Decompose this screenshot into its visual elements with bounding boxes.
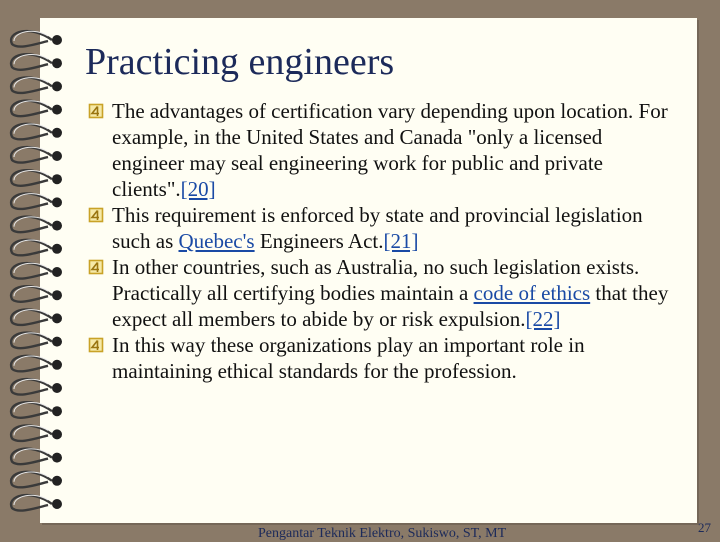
binding-ring xyxy=(11,286,62,302)
bullet-item xyxy=(88,332,673,384)
bullet-item xyxy=(88,202,673,254)
checkbox-bullet-icon xyxy=(88,259,104,275)
bullet-text xyxy=(112,203,643,253)
binding-ring xyxy=(11,309,62,325)
bullet-text-segment: Engineers Act. xyxy=(254,229,384,253)
binding-ring xyxy=(11,472,62,488)
bullet-item xyxy=(88,254,673,332)
binding-ring xyxy=(11,101,62,117)
binding-ring xyxy=(11,425,62,441)
checkbox-bullet-icon xyxy=(88,207,104,223)
binding-ring xyxy=(11,402,62,418)
checkbox-bullet-icon xyxy=(88,337,104,353)
bullet-text xyxy=(112,99,668,201)
binding-ring xyxy=(11,333,62,349)
binding-ring xyxy=(11,379,62,395)
binding-ring xyxy=(11,240,62,256)
binding-ring xyxy=(11,170,62,186)
binding-ring xyxy=(11,54,62,70)
binding-ring xyxy=(11,77,62,93)
bullet-text xyxy=(112,255,668,331)
binding-ring xyxy=(11,495,62,511)
reference-link[interactable]: Quebec's xyxy=(178,229,255,253)
binding-ring xyxy=(11,31,62,47)
reference-link[interactable]: [22] xyxy=(525,307,561,331)
slide-title: Practicing engineers xyxy=(85,41,395,83)
bullet-text-segment: that they expect all members to abide by or risk expulsion. xyxy=(112,281,669,331)
checkbox-bullet-icon xyxy=(88,103,104,119)
page-number: 27 xyxy=(698,520,711,535)
binding-ring xyxy=(11,193,62,209)
bullet-text-segment: In other countries, such as Australia, no such legislation exists. Practically all certifying bodies maintain a xyxy=(112,255,640,305)
binding-ring xyxy=(11,356,62,372)
reference-link[interactable]: [21] xyxy=(383,229,419,253)
reference-link[interactable]: code of ethics xyxy=(473,281,591,305)
reference-link[interactable]: [20] xyxy=(180,177,216,201)
bullet-list xyxy=(88,98,673,384)
bullet-text-segment: The advantages of certification vary depending upon location. For example, in the United States and Canada "only a licensed engineer may seal engineering work for public and private clients". xyxy=(112,99,668,201)
binding-ring xyxy=(11,147,62,163)
bullet-text-segment: This requirement is enforced by state and provincial legislation such as xyxy=(112,203,643,253)
binding-ring xyxy=(11,449,62,465)
spiral-ring-binding-icon xyxy=(0,0,80,540)
binding-ring xyxy=(11,124,62,140)
binding-ring xyxy=(11,217,62,233)
bullet-item xyxy=(88,98,673,202)
bullet-text-segment: In this way these organizations play an important role in maintaining ethical standards for the profession. xyxy=(112,333,585,383)
bullet-text xyxy=(112,333,585,383)
binding-ring xyxy=(11,263,62,279)
footer-text: Pengantar Teknik Elektro, Sukiswo, ST, MT xyxy=(258,526,507,541)
